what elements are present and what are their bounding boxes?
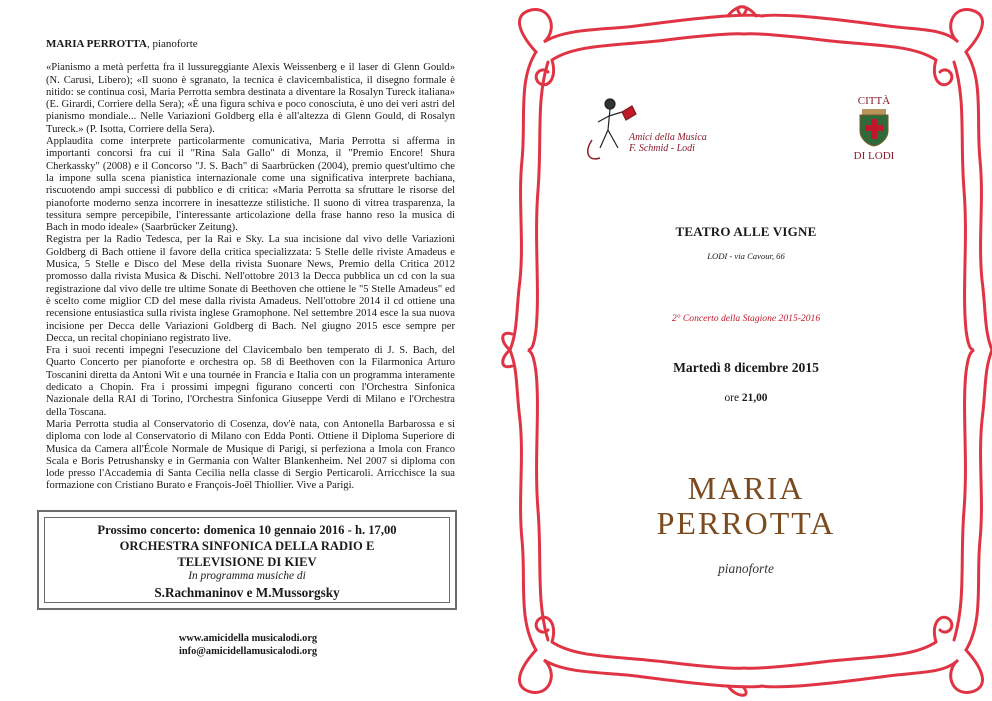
- lodi-crest-top: CITTÀ: [857, 95, 891, 107]
- lodi-crest-bottom: DI LODI: [853, 150, 895, 162]
- amici-logo-line1: Amici della Musica: [629, 132, 707, 143]
- bio-paragraph: «Pianismo a metà perfetta fra il lussureggiante Alexis Weissenberg e il laser di Glenn Gould» (N. Carusi, Libero); «Il suono è sgranato, la tecnica è clavicembalistica, il disegno formale è nitido: se continua così, Maria Perrotta sembra destinata a diventare la Rosalyn Tureck italiana» (E. Girardi, Corriere della Sera); «È una figura schiva e poco conosciuta, è uno dei veri astri del pianismo mondiale... Nelle Variazioni Goldberg ella è all'altezza di Glenn Gould, di Rosalyn Tureck.» (P. Isotta, Corriere della Sera).: [46, 62, 455, 135]
- concert-time: [596, 392, 896, 404]
- biography: [46, 38, 455, 493]
- artist-last-name: PERROTTA: [656, 505, 836, 541]
- next-concert-program-label: In programma musiche di: [188, 570, 306, 582]
- concert-time-prefix: ore: [724, 392, 742, 404]
- bio-heading: [46, 38, 455, 50]
- artist-name: [596, 471, 896, 541]
- bio-paragraph: Fra i suoi recenti impegni l'esecuzione del Clavicembalo ben temperato di J. S. Bach, del Quarto Concerto per pianoforte e orchestra op. 58 di Beethoven con la Filarmonica Arturo Toscanini diretta da Antoni Wit e una tournée in Francia e Italia con un programma interamente dedicato a Chopin. Fra i prossimi impegni figurano concerti con l'Orchestra Sinfonica Nazionale della RAI di Torino, l'Orchestra Sinfonica Giuseppe Verdi di Milano e l'Orchestra della Toscana.: [46, 345, 455, 418]
- next-concert-orchestra-2: TELEVISIONE DI KIEV: [177, 555, 317, 569]
- bio-role: , pianoforte: [146, 38, 198, 50]
- bio-paragraph: Registra per la Radio Tedesca, per la Rai e Sky. La sua incisione dal vivo delle Variazioni Goldberg di Bach ottiene il favore della critica specializzata: 5 Stelle delle riviste Amadeus e Musica, 5 Stelle e Disco del Mese della rivista Suonare News, Premio della Critica 2012 promosso dalla rivista Musica & Dischi. Nell'ottobre 2013 la Decca pubblica un cd con la sua registrazione dal vivo delle tre ultime Sonate di Beethoven che ottiene le "5 Stelle Amadeus" ed è scelto come miglior CD del mese dalla rivista Amadeus. Nell'ottobre 2014 il cd ottiene una recensione entusiastica sulla rivista inglese Gramophone. Nel settembre 2014 esce la sua nuova incisione per Decca delle Variazioni Goldberg di Bach. Nel giugno 2015 esce sempre per Decca, un recital chopiniano registrato live.: [46, 234, 455, 344]
- artist-first-name: MARIA: [687, 470, 805, 506]
- cover-panel: [496, 0, 992, 701]
- next-concert-orchestra: ORCHESTRA SINFONICA DELLA RADIO E: [119, 539, 375, 553]
- artist-instrument: pianoforte: [718, 561, 774, 576]
- season-label: 2° Concerto della Stagione 2015-2016: [671, 313, 821, 324]
- bio-paragraph: Maria Perrotta studia al Conservatorio di Cosenza, dov'è nata, con Antonella Barbarossa e si diploma con lode al Conservatorio di Milano con Edda Ponti. Ottiene il Diploma Superiore di Musica da Camera all'École Normale de Musique di Parigi, si perfeziona a Imola con Franco Scala e Boris Petrushansky e in Germania con Walter Blankenheim. Nel 2007 si diploma con lode presso l'Accademia di Santa Cecilia nella classe di Sergio Perticaroli. Arricchisce la sua formazione con Cristiano Burato e François-Joël Thiollier. Vive a Parigi.: [46, 418, 455, 492]
- next-concert-date: Prossimo concerto: domenica 10 gennaio 2016 - h. 17,00: [97, 523, 397, 537]
- website-link[interactable]: www.amicidella musicalodi.org: [178, 633, 318, 644]
- concert-date: Martedì 8 dicembre 2015: [673, 360, 819, 375]
- amici-logo-text: [629, 132, 707, 154]
- email-link[interactable]: info@amicidellamusicalodi.org: [178, 646, 318, 657]
- venue-name: TEATRO ALLE VIGNE: [675, 224, 817, 239]
- bio-name: MARIA PERROTTA: [46, 38, 147, 50]
- amici-logo-line2: F. Schmid - Lodi: [629, 143, 695, 154]
- venue-address: LODI - via Cavour, 66: [707, 251, 785, 261]
- next-concert-inner: [44, 517, 450, 603]
- bio-paragraph: Applaudita come interprete particolarmente comunicativa, Maria Perrotta si afferma in importanti concorsi fra cui il "Rina Sala Gallo" di Monza, il "Premio Encore! Shura Cherkassky" (2008) e il Concorso "J. S. Bach" di Saarbrücken (2004), premio quest'ultimo che la impone sulla scena pianistica internazionale come una significativa interprete bachiana, riscuotendo ampi successi di pubblico e di critica: «Maria Perrotta sa sfruttare le risorse del pianoforte moderno senza incorrere in inesattezze stilistiche. Il suono di vitrea trasparenza, la tessitura sempre percepibile, l'interessante articolazione della frase hanno reso la musica di Bach in modo ideale» (Saarbrücker Zeitung).: [46, 136, 455, 234]
- contacts: [0, 632, 496, 658]
- concert-time-value: 21,00: [741, 392, 768, 404]
- lodi-shield-icon: [856, 107, 892, 147]
- lodi-crest: [846, 95, 902, 162]
- next-concert-box: [37, 510, 457, 610]
- next-concert-composers: S.Rachmaninov e M.Mussorgsky: [154, 585, 340, 600]
